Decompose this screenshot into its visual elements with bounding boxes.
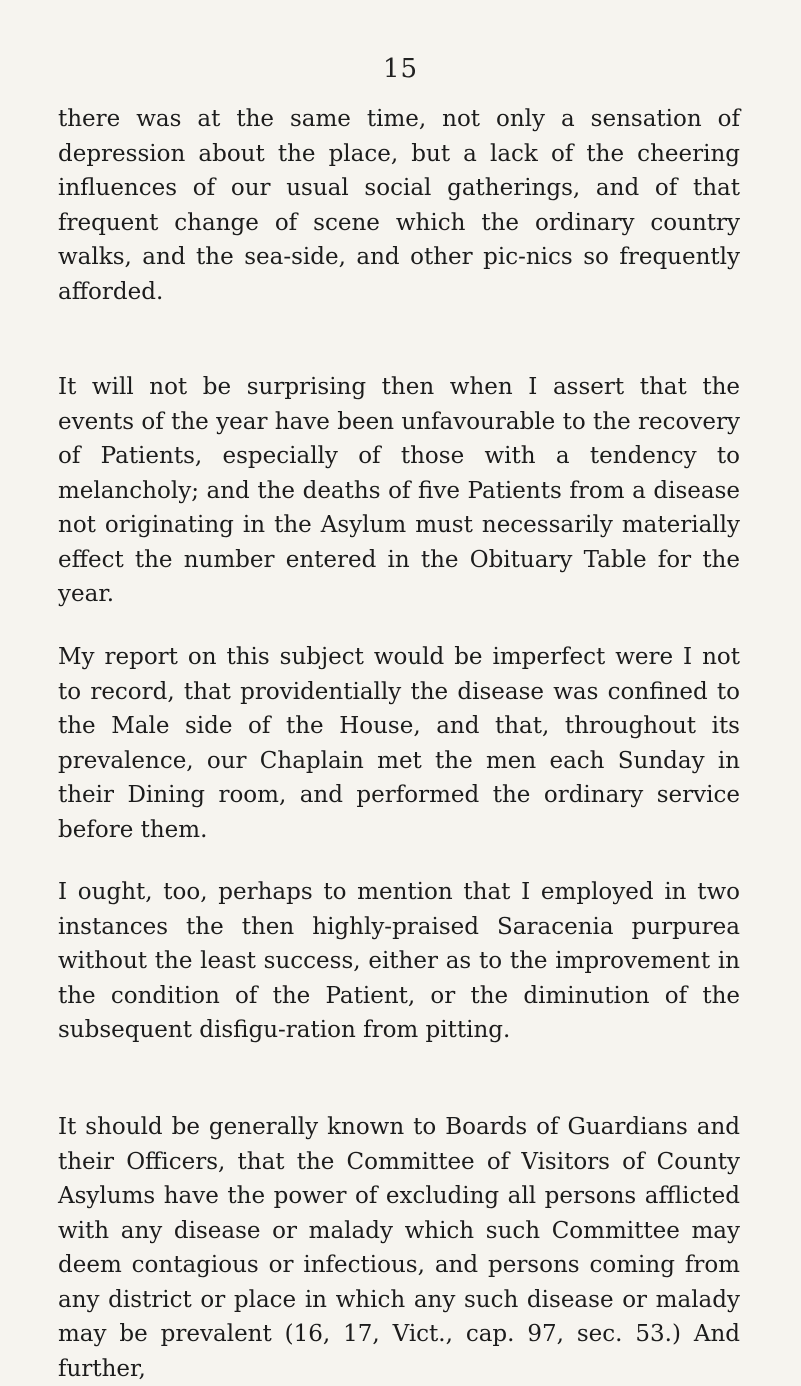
- paragraph-unfavourable-year: It will not be surprising then when I assert that the events of the year have been unfavourable to the recovery of Patients, especially of those with a tendency to melancholy; and the deaths of five Patients from a disease not originating in the Asylum must necessarily materially effect the number entered in the Obituary Table for the year.: [58, 374, 740, 607]
- paragraph-report-chaplain: My report on this subject would be imperfect were I not to record, that providentially the disease was confined to the Male side of the House, and that, throughout its prevalence, our Chaplain met the men each Sunday in their Dining room, and performed the ordinary service before them.: [58, 644, 740, 843]
- paragraph-saracenia: I ought, too, perhaps to mention that I employed in two instances the then highly-praised Saracenia purpurea without the least success, either as to the improvement in the condition of the Patient, or the diminution of the subsequent disfigu-ration from pitting.: [58, 879, 740, 1043]
- paragraph-depression: there was at the same time, not only a sensation of depression about the place, but a lack of the cheering influences of our usual social gatherings, and of that frequent change of scene which the ordinary country walks, and the sea-side, and other pic-nics so frequently afforded.: [58, 106, 740, 305]
- page-number: 15: [382, 54, 419, 84]
- paragraph-guardians: It should be generally known to Boards of Guardians and their Officers, that the Committee of Visitors of County Asylums have the power of excluding all persons afflicted with any disease or malady which such Committee may deem contagious or infectious, and persons coming from any district or place in which any such disease or malady may be prevalent (16, 17, Vict., cap. 97, sec. 53.) And further,: [58, 1114, 740, 1382]
